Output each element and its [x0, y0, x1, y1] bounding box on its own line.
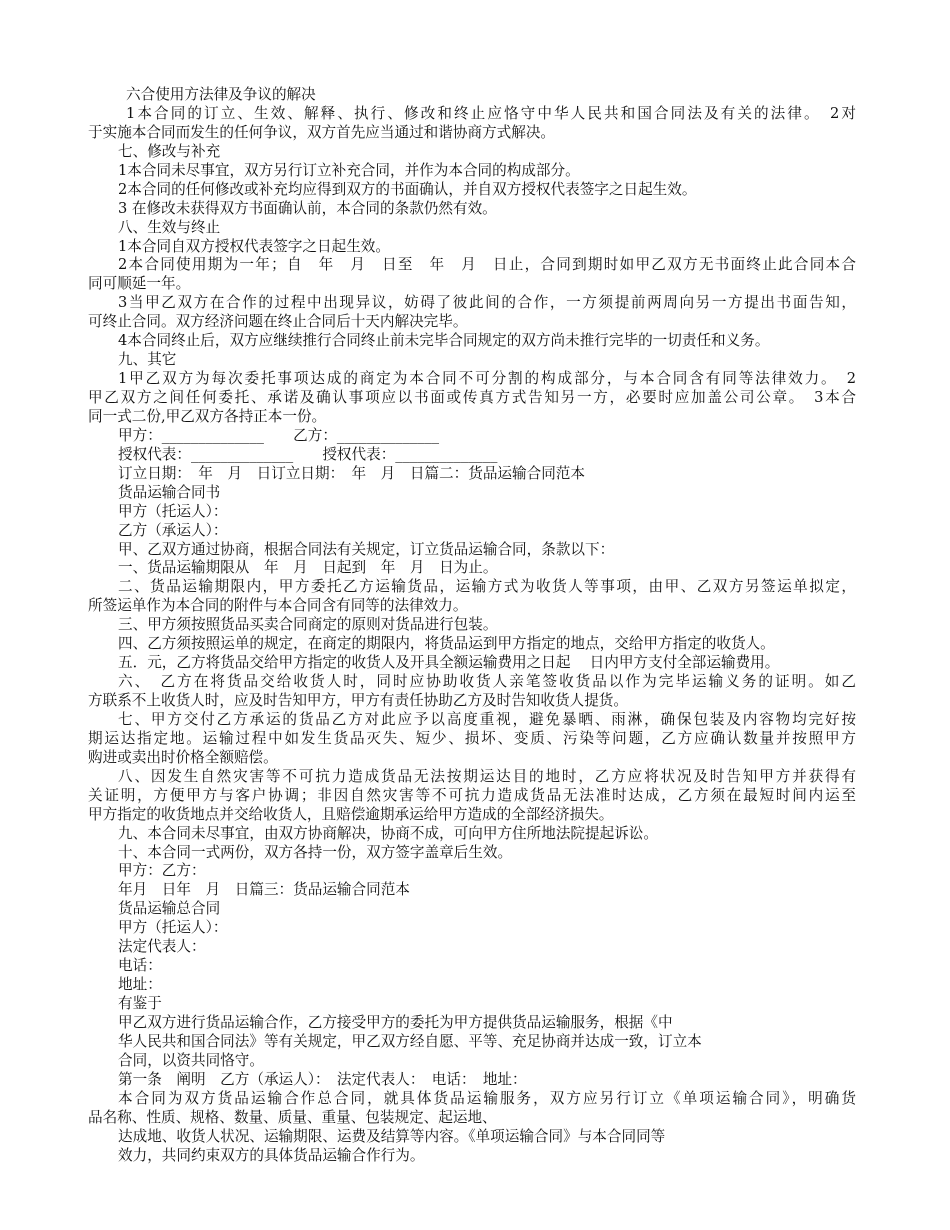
text-line: 可终止合同。双方经济问题在终止合同后十天内解决完毕。 — [88, 313, 468, 331]
party-line: 法定代表人： — [118, 938, 206, 956]
text-line: 品名称、性质、规格、数量、质量、重量、包装规定、起运地、 — [88, 1108, 497, 1126]
text-line: 4本合同终止后，双方应继续推行合同终止前未完毕合同规定的双方尚未推行完毕的一切责任和义务。 — [118, 332, 770, 350]
text-line: 甲、乙双方通过协商，根据合同法有关规定，订立货品运输合同，条款以下： — [118, 540, 615, 558]
text-line: 关证明，方便甲方与客户协调；非因自然灾害等不可抗力造成货品无法准时达成，乙方须在最短时间内运至 — [88, 786, 856, 804]
text-line: 九、本合同未尽事宜，由双方协商解决，协商不成，可向甲方住所地法院提起诉讼。 — [118, 824, 658, 842]
text-line: 1甲乙双方为每次委托事项达成的商定为本合同不可分割的构成部分，与本合同含有同等法律效力。 2 — [118, 370, 856, 388]
text-line: 五．元，乙方将货品交给甲方指定的收货人及开具全额运输费用之日起 日内甲方支付全部运输费用。 — [118, 654, 780, 672]
text-line: 华人民共和国合同法》等有关规定，甲乙双方经自愿、平等、充足协商并达成一致，订立本 — [118, 1032, 702, 1050]
text-line: 合同，以资共同恪守。 — [118, 1051, 264, 1069]
text-line: 期运达指定地。运输过程中如发生货品灭失、短少、损坏、变质、污染等问题，乙方应确认数量并按照甲方 — [88, 729, 856, 747]
party-line: 甲方（托运人）： — [118, 502, 228, 520]
text-line: 有鉴于 — [118, 995, 162, 1012]
text-line: 二、货品运输期限内，甲方委托乙方运输货品，运输方式为收货人等事项，由甲、乙双方另签运单拟定， — [118, 578, 856, 596]
text-line: 1本合同自双方授权代表签字之日起生效。 — [118, 237, 390, 255]
text-line: 1本合同未尽事宜，双方另行订立补充合同，并作为本合同的构成部分。 — [118, 161, 580, 179]
text-line: 本合同为双方货品运输合作总合同，就具体货品运输服务，双方应另行订立《单项运输合同》，明确货 — [118, 1089, 856, 1107]
section-heading: 六合使用方法律及争议的解决 — [126, 86, 316, 103]
text-line: 2本合同使用期为一年；自 年 月 日至 年 月 日止，合同到期时如甲乙双方无书面终止此合同本合 — [118, 256, 856, 274]
text-line: 同一式二份,甲乙双方各持正本一份。 — [88, 407, 327, 425]
text-line: 2本合同的任何修改或补充均应得到双方的书面确认，并自双方授权代表签字之日起生效。 — [118, 180, 697, 198]
text-line: 甲方指定的收货地点并交给收货人，且赔偿逾期承运给甲方造成的全部经济损失。 — [88, 805, 614, 823]
text-line: 所签运单作为本合同的附件与本合同含有同等的法律效力。 — [88, 597, 468, 615]
signature-line: 甲方：______________ 乙方：______________ — [118, 426, 440, 444]
section-heading: 七、修改与补充 — [118, 142, 221, 160]
text-line: 达成地、收货人状况、运输期限、运费及结算等内容。《单项运输合同》与本合同同等 — [118, 1127, 666, 1145]
text-line: 甲乙双方之间任何委托、承诺及确认事项应以书面或传真方式告知另一方，必要时应加盖公司公章。 3本合 — [88, 389, 856, 406]
document-title: 货品运输合同书 — [118, 483, 221, 501]
text-line: 3 在修改未获得双方书面确认前，本合同的条款仍然有效。 — [118, 199, 497, 217]
text-line: 六、 乙方在将货品交给收货人时，同时应协助收货人亲笔签收货品以作为完毕运输义务的证明。如乙 — [118, 673, 856, 691]
section-heading: 九、其它 — [118, 351, 177, 369]
text-line: 方联系不上收货人时，应及时告知甲方，甲方有责任协助乙方及时告知收货人提货。 — [88, 692, 628, 709]
text-line: 于实施本合同而发生的任何争议，双方首先应当通过和谐协商方式解决。 — [88, 123, 556, 141]
document-body — [88, 86, 856, 1165]
text-line: 三、甲方须按照货品买卖合同商定的原则对货品进行包装。 — [118, 616, 498, 634]
text-line: 甲乙双方进行货品运输合作，乙方接受甲方的委托为甲方提供货品运输服务，根据《中 — [118, 1013, 673, 1031]
text-line: 十、本合同一式两份，双方各持一份，双方签字盖章后生效。 — [118, 843, 513, 861]
party-line: 甲方（托运人）： — [118, 919, 228, 937]
text-line: 四、乙方须按照运单的规定，在商定的期限内，将货品运到甲方指定的地点，交给甲方指定的收货人。 — [118, 635, 775, 653]
text-line: 同可顺延一年。 — [88, 275, 191, 293]
date-line: 订立日期： 年 月 日订立日期： 年 月 日篇二：货品运输合同范本 — [118, 464, 585, 482]
party-line: 乙方（承运人）： — [118, 521, 228, 539]
article-heading: 第一条 阐明 乙方（承运人）： 法定代表人： 电话： 地址： — [118, 1070, 527, 1088]
signature-line: 授权代表：______________ 授权代表：______________ — [118, 445, 498, 463]
party-line: 地址： — [118, 976, 162, 994]
party-line: 电话： — [118, 957, 162, 975]
section-heading: 八、生效与终止 — [118, 218, 221, 236]
text-line: 效力，共同约束双方的具体货品运输合作行为。 — [118, 1146, 425, 1164]
signature-line: 甲方：乙方： — [118, 862, 206, 880]
text-line: 购进或卖出时价格全额赔偿。 — [88, 748, 278, 766]
text-line: 1本合同的订立、生效、解释、执行、修改和终止应恪守中华人民共和国合同法及有关的法律。 2对 — [126, 104, 856, 122]
text-line: 七、甲方交付乙方承运的货品乙方对此应予以高度重视，避免暴晒、雨淋，确保包装及内容物均完好按 — [118, 710, 856, 728]
document-title: 货品运输总合同 — [118, 900, 221, 918]
text-line: 3当甲乙双方在合作的过程中出现异议，妨碍了彼此间的合作，一方须提前两周向另一方提出书面告知， — [118, 294, 856, 312]
text-line: 八、因发生自然灾害等不可抗力造成货品无法按期运达目的地时，乙方应将状况及时告知甲方并获得有 — [118, 767, 856, 785]
date-line: 年月 日年 月 日篇三：货品运输合同范本 — [118, 881, 410, 899]
text-line: 一、货品运输期限从 年 月 日起到 年 月 日为止。 — [118, 559, 498, 577]
